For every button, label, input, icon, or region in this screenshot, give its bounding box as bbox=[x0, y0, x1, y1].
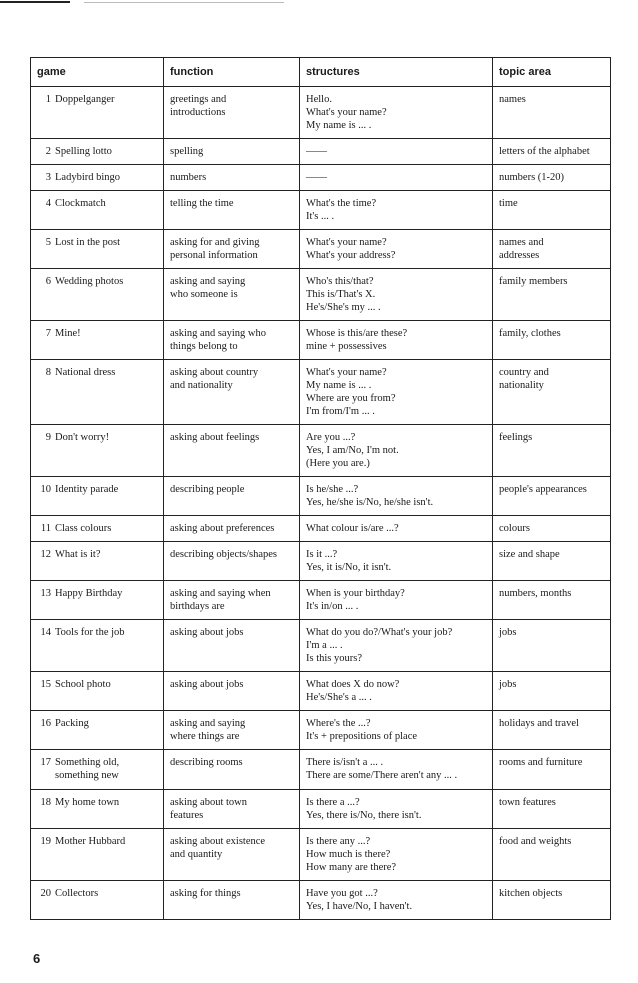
cell-structures bbox=[300, 165, 493, 191]
cell-game bbox=[31, 477, 164, 516]
game-name-line bbox=[37, 835, 157, 848]
function-line: telling the time bbox=[170, 198, 234, 209]
cell-topic-area bbox=[493, 360, 611, 425]
structure-line: What's your name? bbox=[306, 107, 387, 118]
structure-line: What's your name? bbox=[306, 367, 387, 378]
cell-game bbox=[31, 87, 164, 139]
game-name-line bbox=[37, 327, 157, 340]
game-number: 12 bbox=[40, 549, 51, 560]
cell-topic-area bbox=[493, 139, 611, 165]
cell-structures bbox=[300, 425, 493, 477]
game-number: 3 bbox=[45, 172, 51, 183]
function-line: asking about country bbox=[170, 367, 259, 378]
cell-game bbox=[31, 829, 164, 881]
topic-line: size and shape bbox=[499, 549, 560, 560]
topic-line: country and bbox=[499, 367, 549, 378]
header-function: function bbox=[164, 58, 300, 87]
table-row bbox=[31, 581, 611, 620]
structure-line: I'm a ... . bbox=[306, 640, 343, 651]
structure-line: —— bbox=[306, 172, 327, 183]
table-row bbox=[31, 711, 611, 750]
topic-line: numbers, months bbox=[499, 588, 572, 599]
cell-topic-area bbox=[493, 269, 611, 321]
cell-game bbox=[31, 750, 164, 790]
topic-line: family, clothes bbox=[499, 328, 561, 339]
structure-line: Yes, there is/No, there isn't. bbox=[306, 810, 422, 821]
game-name-line bbox=[37, 197, 157, 210]
cell-topic-area bbox=[493, 672, 611, 711]
structure-line: Yes, I have/No, I haven't. bbox=[306, 901, 413, 912]
function-line: describing rooms bbox=[170, 757, 243, 768]
structure-line: (Here you are.) bbox=[306, 458, 370, 469]
game-title: Mine! bbox=[55, 328, 81, 339]
cell-structures bbox=[300, 750, 493, 790]
game-title: Clockmatch bbox=[55, 198, 106, 209]
game-number: 20 bbox=[40, 888, 51, 899]
game-number: 7 bbox=[45, 328, 51, 339]
cell-game bbox=[31, 516, 164, 542]
topic-line: numbers (1-20) bbox=[499, 172, 565, 183]
game-name-line bbox=[37, 93, 157, 106]
structure-line: What's your name? bbox=[306, 237, 387, 248]
game-number: 1 bbox=[45, 94, 51, 105]
game-number: 14 bbox=[40, 627, 51, 638]
game-title: Mother Hubbard bbox=[55, 836, 126, 847]
table-row bbox=[31, 477, 611, 516]
structure-line: It's in/on ... . bbox=[306, 601, 359, 612]
cell-topic-area bbox=[493, 750, 611, 790]
cell-game bbox=[31, 711, 164, 750]
cell-function bbox=[164, 425, 300, 477]
structure-line: What's the time? bbox=[306, 198, 377, 209]
cell-topic-area bbox=[493, 542, 611, 581]
function-line: asking about jobs bbox=[170, 679, 244, 690]
cell-structures bbox=[300, 790, 493, 829]
game-number: 13 bbox=[40, 588, 51, 599]
function-line: asking about preferences bbox=[170, 523, 275, 534]
structure-line: It's + prepositions of place bbox=[306, 731, 418, 742]
header-topic-area: topic area bbox=[493, 58, 611, 87]
cell-function bbox=[164, 542, 300, 581]
game-number: 17 bbox=[40, 757, 51, 768]
top-rule bbox=[0, 1, 70, 3]
structure-line: There are some/There aren't any ... . bbox=[306, 770, 458, 781]
game-title: Doppelganger bbox=[55, 94, 115, 105]
function-line: features bbox=[170, 810, 204, 821]
game-title: Packing bbox=[55, 718, 89, 729]
table-row bbox=[31, 790, 611, 829]
table-row bbox=[31, 321, 611, 360]
function-line: asking about town bbox=[170, 797, 247, 808]
cell-function bbox=[164, 230, 300, 269]
topic-line: people's appearances bbox=[499, 484, 587, 495]
game-number: 4 bbox=[45, 198, 51, 209]
topic-line: jobs bbox=[499, 627, 517, 638]
game-title: Lost in the post bbox=[55, 237, 121, 248]
topic-line: names and bbox=[499, 237, 544, 248]
topic-line: jobs bbox=[499, 679, 517, 690]
structure-line: Yes, he/she is/No, he/she isn't. bbox=[306, 497, 434, 508]
cell-function bbox=[164, 269, 300, 321]
table-row bbox=[31, 269, 611, 321]
topic-line: rooms and furniture bbox=[499, 757, 583, 768]
structure-line: —— bbox=[306, 146, 327, 157]
topic-line: addresses bbox=[499, 250, 540, 261]
table-row bbox=[31, 620, 611, 672]
cell-structures bbox=[300, 360, 493, 425]
cell-game bbox=[31, 269, 164, 321]
cell-topic-area bbox=[493, 516, 611, 542]
game-number: 10 bbox=[40, 484, 51, 495]
game-title: Ladybird bingo bbox=[55, 172, 121, 183]
game-number: 19 bbox=[40, 836, 51, 847]
cell-game bbox=[31, 790, 164, 829]
game-title: Wedding photos bbox=[55, 276, 124, 287]
cell-function bbox=[164, 711, 300, 750]
game-number: 11 bbox=[40, 523, 51, 534]
structure-line: Is he/she ...? bbox=[306, 484, 359, 495]
structure-line: How many are there? bbox=[306, 862, 397, 873]
cell-function bbox=[164, 477, 300, 516]
table-row bbox=[31, 881, 611, 920]
function-line: describing objects/shapes bbox=[170, 549, 278, 560]
topic-line: names bbox=[499, 94, 526, 105]
cell-game bbox=[31, 542, 164, 581]
game-name-line bbox=[37, 887, 157, 900]
cell-game bbox=[31, 139, 164, 165]
cell-structures bbox=[300, 516, 493, 542]
game-title: Identity parade bbox=[55, 484, 119, 495]
structure-line: mine + possessives bbox=[306, 341, 387, 352]
game-name-line bbox=[37, 678, 157, 691]
game-number: 16 bbox=[40, 718, 51, 729]
structure-line: Is this yours? bbox=[306, 653, 362, 664]
structure-line: What do you do?/What's your job? bbox=[306, 627, 453, 638]
topic-line: kitchen objects bbox=[499, 888, 563, 899]
game-name-line bbox=[37, 275, 157, 288]
structure-line: Is there any ...? bbox=[306, 836, 371, 847]
function-line: asking and saying bbox=[170, 718, 246, 729]
structure-line: Is there a ...? bbox=[306, 797, 360, 808]
cell-function bbox=[164, 881, 300, 920]
games-table bbox=[30, 57, 611, 920]
cell-topic-area bbox=[493, 620, 611, 672]
structure-line: What colour is/are ...? bbox=[306, 523, 399, 534]
structure-line: He's/She's my ... . bbox=[306, 302, 381, 313]
structure-line: Where's the ...? bbox=[306, 718, 371, 729]
function-line: introductions bbox=[170, 107, 226, 118]
structure-line: Are you ...? bbox=[306, 432, 356, 443]
cell-structures bbox=[300, 542, 493, 581]
structure-line: How much is there? bbox=[306, 849, 391, 860]
game-number: 2 bbox=[45, 146, 51, 157]
cell-function bbox=[164, 87, 300, 139]
cell-structures bbox=[300, 87, 493, 139]
game-number: 8 bbox=[45, 367, 51, 378]
structure-line: I'm from/I'm ... . bbox=[306, 406, 375, 417]
cell-function bbox=[164, 139, 300, 165]
structure-line: There is/isn't a ... . bbox=[306, 757, 384, 768]
cell-structures bbox=[300, 269, 493, 321]
function-line: asking and saying bbox=[170, 276, 246, 287]
table-row bbox=[31, 542, 611, 581]
function-line: asking about existence bbox=[170, 836, 266, 847]
cell-topic-area bbox=[493, 881, 611, 920]
structure-line: My name is ... . bbox=[306, 120, 372, 131]
topic-line: letters of the alphabet bbox=[499, 146, 590, 157]
cell-structures bbox=[300, 191, 493, 230]
function-line: spelling bbox=[170, 146, 204, 157]
game-title: What is it? bbox=[55, 549, 101, 560]
topic-line: family members bbox=[499, 276, 568, 287]
cell-topic-area bbox=[493, 790, 611, 829]
game-name-line bbox=[37, 796, 157, 809]
structure-line: It's ... . bbox=[306, 211, 335, 222]
game-number: 15 bbox=[40, 679, 51, 690]
cell-topic-area bbox=[493, 711, 611, 750]
table-row bbox=[31, 425, 611, 477]
cell-topic-area bbox=[493, 477, 611, 516]
function-line: and nationality bbox=[170, 380, 233, 391]
function-line: greetings and bbox=[170, 94, 227, 105]
table-row bbox=[31, 230, 611, 269]
topic-line: nationality bbox=[499, 380, 544, 391]
topic-line: town features bbox=[499, 797, 556, 808]
table-row bbox=[31, 360, 611, 425]
function-line: birthdays are bbox=[170, 601, 225, 612]
table-row bbox=[31, 672, 611, 711]
cell-topic-area bbox=[493, 165, 611, 191]
game-title: My home town bbox=[55, 797, 120, 808]
cell-game bbox=[31, 425, 164, 477]
structure-line: When is your birthday? bbox=[306, 588, 405, 599]
top-rule-faint bbox=[84, 2, 284, 3]
table-row bbox=[31, 87, 611, 139]
cell-structures bbox=[300, 620, 493, 672]
table-row bbox=[31, 165, 611, 191]
structure-line: Yes, it is/No, it isn't. bbox=[306, 562, 392, 573]
game-name-line bbox=[37, 756, 157, 769]
cell-game bbox=[31, 581, 164, 620]
structure-line: This is/That's X. bbox=[306, 289, 376, 300]
cell-structures bbox=[300, 672, 493, 711]
game-number: 6 bbox=[45, 276, 51, 287]
cell-structures bbox=[300, 711, 493, 750]
function-line: asking for things bbox=[170, 888, 241, 899]
game-title: Tools for the job bbox=[55, 627, 125, 638]
game-name-line bbox=[37, 717, 157, 730]
topic-line: feelings bbox=[499, 432, 533, 443]
game-name-line bbox=[37, 145, 157, 158]
cell-structures bbox=[300, 581, 493, 620]
topic-line: holidays and travel bbox=[499, 718, 579, 729]
cell-structures bbox=[300, 139, 493, 165]
header-row bbox=[31, 58, 611, 87]
cell-function bbox=[164, 516, 300, 542]
game-title: School photo bbox=[55, 679, 111, 690]
game-title: Something old, bbox=[55, 757, 120, 768]
header-game: game bbox=[31, 58, 164, 87]
structure-line: He's/She's a ... . bbox=[306, 692, 372, 703]
table-body bbox=[31, 87, 611, 920]
game-title: something new bbox=[55, 770, 119, 781]
game-name-line bbox=[37, 366, 157, 379]
game-title: Spelling lotto bbox=[55, 146, 112, 157]
cell-structures bbox=[300, 477, 493, 516]
cell-function bbox=[164, 191, 300, 230]
cell-game bbox=[31, 165, 164, 191]
cell-topic-area bbox=[493, 829, 611, 881]
table-row bbox=[31, 829, 611, 881]
function-line: describing people bbox=[170, 484, 245, 495]
game-name-line bbox=[37, 548, 157, 561]
game-name-line bbox=[37, 626, 157, 639]
function-line: where things are bbox=[170, 731, 240, 742]
function-line: asking and saying who bbox=[170, 328, 266, 339]
game-title: National dress bbox=[55, 367, 116, 378]
cell-function bbox=[164, 750, 300, 790]
cell-game bbox=[31, 360, 164, 425]
cell-topic-area bbox=[493, 425, 611, 477]
game-number: 18 bbox=[40, 797, 51, 808]
structure-line: Have you got ...? bbox=[306, 888, 378, 899]
cell-game bbox=[31, 881, 164, 920]
table-row bbox=[31, 516, 611, 542]
cell-game bbox=[31, 321, 164, 360]
game-name-line bbox=[37, 236, 157, 249]
cell-game bbox=[31, 672, 164, 711]
topic-line: colours bbox=[499, 523, 530, 534]
function-line: asking and saying when bbox=[170, 588, 271, 599]
game-title: Happy Birthday bbox=[55, 588, 123, 599]
table-row bbox=[31, 139, 611, 165]
game-name-line bbox=[37, 769, 157, 782]
cell-topic-area bbox=[493, 191, 611, 230]
cell-function bbox=[164, 620, 300, 672]
topic-line: time bbox=[499, 198, 518, 209]
game-name-line bbox=[37, 431, 157, 444]
function-line: asking for and giving bbox=[170, 237, 260, 248]
cell-function bbox=[164, 581, 300, 620]
function-line: numbers bbox=[170, 172, 207, 183]
cell-structures bbox=[300, 881, 493, 920]
game-name-line bbox=[37, 171, 157, 184]
cell-structures bbox=[300, 321, 493, 360]
cell-structures bbox=[300, 230, 493, 269]
game-name-line bbox=[37, 522, 157, 535]
cell-function bbox=[164, 829, 300, 881]
structure-line: What's your address? bbox=[306, 250, 396, 261]
game-number: 5 bbox=[45, 237, 51, 248]
game-title: Collectors bbox=[55, 888, 99, 899]
cell-function bbox=[164, 672, 300, 711]
cell-function bbox=[164, 790, 300, 829]
cell-game bbox=[31, 230, 164, 269]
function-line: asking about jobs bbox=[170, 627, 244, 638]
structure-line: Is it ...? bbox=[306, 549, 338, 560]
cell-topic-area bbox=[493, 321, 611, 360]
header-structures: structures bbox=[300, 58, 493, 87]
function-line: who someone is bbox=[170, 289, 238, 300]
cell-function bbox=[164, 360, 300, 425]
function-line: personal information bbox=[170, 250, 258, 261]
structure-line: My name is ... . bbox=[306, 380, 372, 391]
cell-topic-area bbox=[493, 581, 611, 620]
function-line: asking about feelings bbox=[170, 432, 260, 443]
cell-structures bbox=[300, 829, 493, 881]
structure-line: Hello. bbox=[306, 94, 332, 105]
structure-line: Yes, I am/No, I'm not. bbox=[306, 445, 399, 456]
structure-line: Who's this/that? bbox=[306, 276, 374, 287]
game-name-line bbox=[37, 587, 157, 600]
cell-topic-area bbox=[493, 87, 611, 139]
cell-function bbox=[164, 321, 300, 360]
structure-line: What does X do now? bbox=[306, 679, 400, 690]
topic-line: food and weights bbox=[499, 836, 572, 847]
game-title: Class colours bbox=[55, 523, 112, 534]
structure-line: Whose is this/are these? bbox=[306, 328, 408, 339]
function-line: and quantity bbox=[170, 849, 223, 860]
cell-game bbox=[31, 620, 164, 672]
table-row bbox=[31, 750, 611, 790]
cell-game bbox=[31, 191, 164, 230]
cell-function bbox=[164, 165, 300, 191]
game-title: Don't worry! bbox=[55, 432, 110, 443]
table-row bbox=[31, 191, 611, 230]
game-number: 9 bbox=[45, 432, 51, 443]
cell-topic-area bbox=[493, 230, 611, 269]
game-name-line bbox=[37, 483, 157, 496]
page-number: 6 bbox=[33, 951, 41, 966]
function-line: things belong to bbox=[170, 341, 238, 352]
structure-line: Where are you from? bbox=[306, 393, 396, 404]
